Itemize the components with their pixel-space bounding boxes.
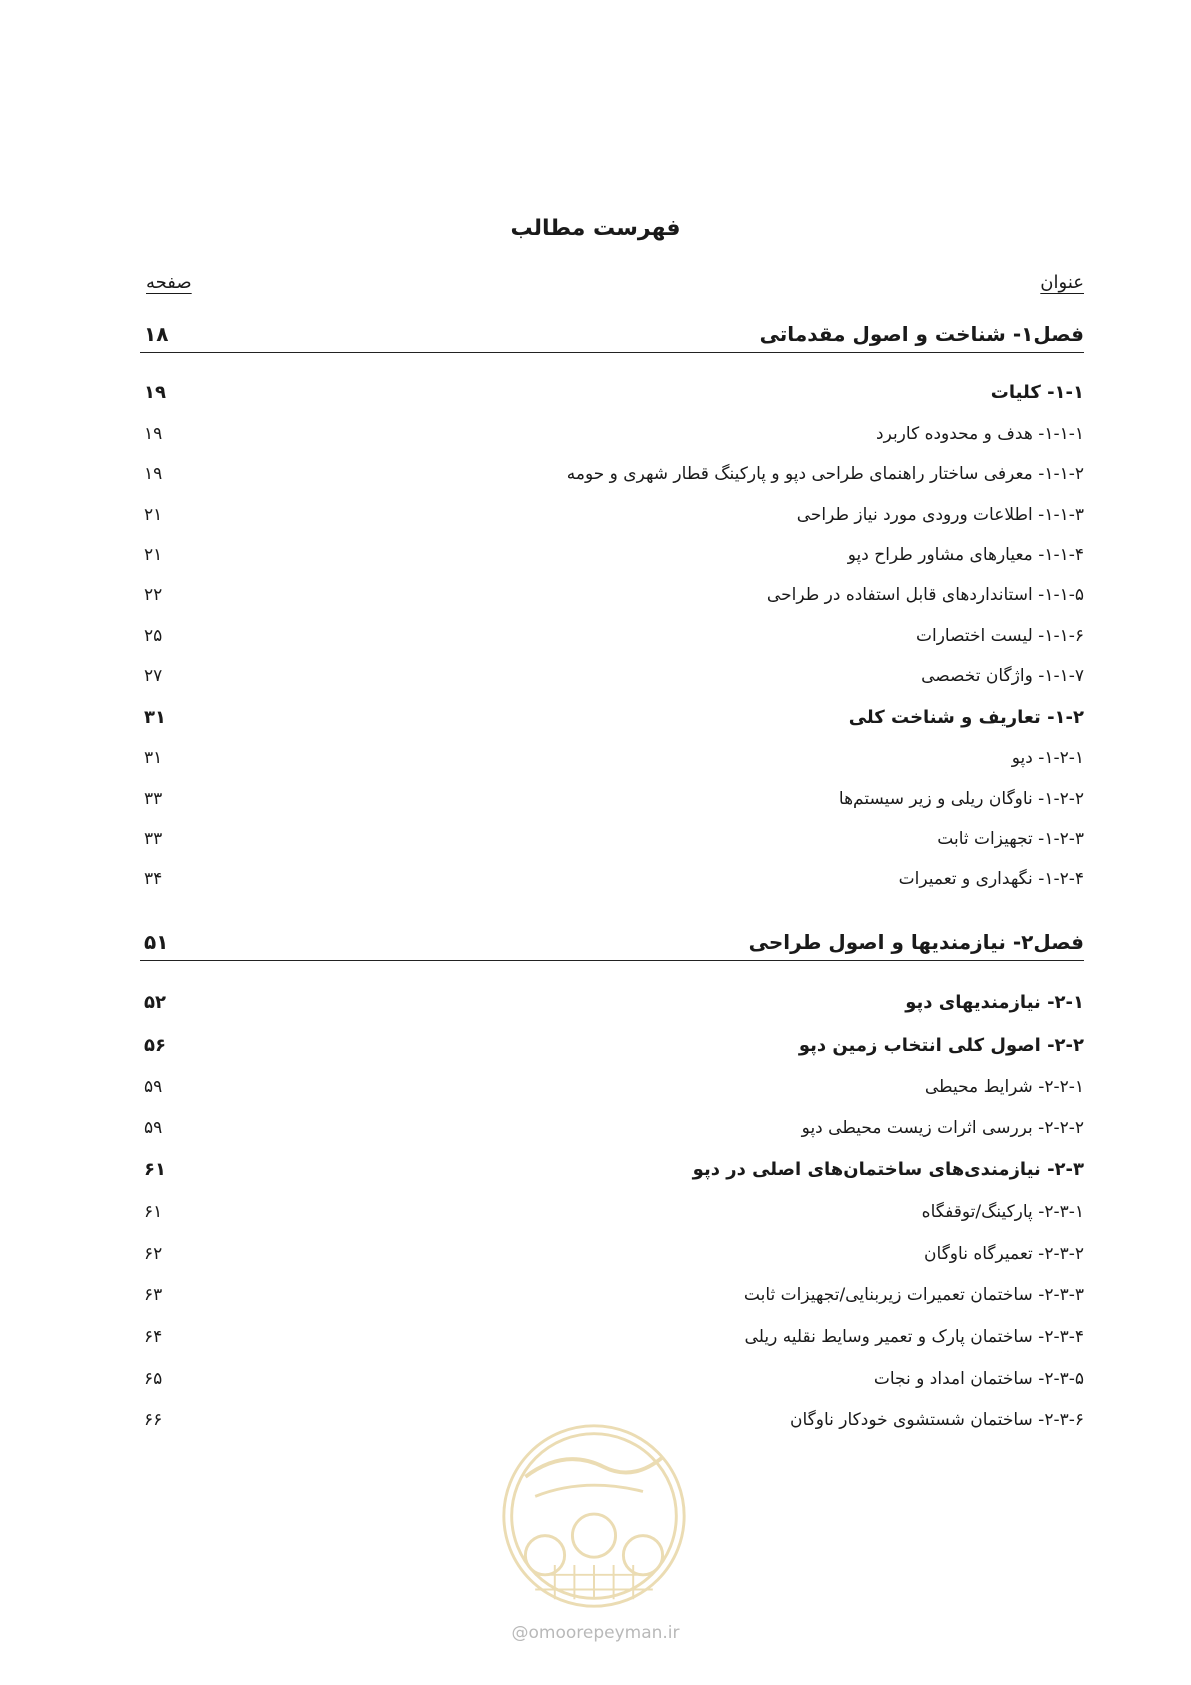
- toc-section[interactable]: [140, 1026, 1084, 1060]
- toc-subsection[interactable]: [140, 575, 1084, 609]
- toc-entry-title: فصل۱- شناخت و اصول مقدماتی: [759, 322, 1084, 346]
- toc-section[interactable]: [140, 983, 1084, 1017]
- toc-entry-title: ۱-۲-۲- ناوگان ریلی و زیر سیستم‌ها: [838, 789, 1084, 809]
- toc-subsection[interactable]: [140, 1359, 1084, 1393]
- toc-entry-page: ۶۱: [144, 1159, 166, 1180]
- watermark-logo: [496, 1418, 692, 1614]
- toc-subsection[interactable]: [140, 819, 1084, 853]
- watermark-text: @omoorepeyman.ir: [511, 1623, 680, 1643]
- toc-entry-page: ۶۶: [144, 1410, 163, 1430]
- toc-subsection[interactable]: [140, 495, 1084, 529]
- toc-subsection[interactable]: [140, 738, 1084, 772]
- toc-entry-page: ۲۷: [144, 666, 163, 686]
- toc-entry-page: ۱۸: [144, 322, 169, 346]
- column-header-title: عنوان: [1040, 272, 1084, 293]
- toc-entry-page: ۶۴: [144, 1327, 163, 1347]
- toc-subsection[interactable]: [140, 859, 1084, 893]
- toc-entry-title: ۱-۱-۵- استانداردهای قابل استفاده در طراحی: [766, 585, 1084, 605]
- toc-subsection[interactable]: [140, 454, 1084, 488]
- toc-entry-page: ۱۹: [144, 424, 163, 444]
- toc-entry-title: ۲-۲-۲- بررسی اثرات زیست محیطی دپو: [801, 1118, 1084, 1138]
- column-header-page: صفحه: [146, 272, 192, 293]
- toc-entry-page: ۲۱: [144, 505, 163, 525]
- toc-entry-page: ۱۹: [144, 382, 166, 403]
- toc-subsection[interactable]: [140, 1067, 1084, 1101]
- toc-entry-title: ۱-۱-۱- هدف و محدوده کاربرد: [876, 424, 1084, 444]
- toc-subsection[interactable]: [140, 616, 1084, 650]
- toc-subsection[interactable]: [140, 779, 1084, 813]
- toc-chapter[interactable]: [140, 312, 1084, 353]
- toc-subsection[interactable]: [140, 1234, 1084, 1268]
- toc-entry-title: ۲-۳-۱- پارکینگ/توقفگاه: [921, 1202, 1084, 1222]
- toc-entry-page: ۶۳: [144, 1285, 163, 1305]
- toc-entry-title: ۲-۲- اصول کلی انتخاب زمین دپو: [798, 1035, 1084, 1056]
- toc-section[interactable]: [140, 698, 1084, 732]
- toc-section[interactable]: [140, 1150, 1084, 1184]
- toc-entry-title: ۲-۳-۵- ساختمان امداد و نجات: [873, 1369, 1084, 1389]
- toc-entry-page: ۳۴: [144, 869, 163, 889]
- toc-entry-title: ۱-۱-۳- اطلاعات ورودی مورد نیاز طراحی: [796, 505, 1084, 525]
- toc-chapter[interactable]: [140, 920, 1084, 961]
- toc-entry-page: ۵۹: [144, 1118, 163, 1138]
- toc-entry-title: ۲-۳-۲- تعمیرگاه ناوگان: [924, 1244, 1084, 1264]
- toc-entry-title: ۱-۲-۱- دپو: [1011, 748, 1084, 768]
- toc-entry-title: ۱-۱-۷- واژگان تخصصی: [921, 666, 1084, 686]
- toc-subsection[interactable]: [140, 1317, 1084, 1351]
- page-title: فهرست مطالب: [510, 216, 681, 241]
- toc-subsection[interactable]: [140, 1108, 1084, 1142]
- toc-entry-title: ۲-۳-۶- ساختمان شستشوی خودکار ناوگان: [790, 1410, 1084, 1430]
- toc-entry-page: ۲۱: [144, 545, 163, 565]
- toc-entry-page: ۵۱: [144, 930, 169, 954]
- toc-entry-page: ۲۲: [144, 585, 163, 605]
- toc-entry-title: ۱-۱- کلیات: [990, 382, 1084, 403]
- toc-entry-page: ۵۹: [144, 1077, 163, 1097]
- toc-entry-page: ۳۳: [144, 789, 163, 809]
- toc-subsection[interactable]: [140, 535, 1084, 569]
- toc-entry-page: ۶۲: [144, 1244, 163, 1264]
- toc-entry-page: ۶۱: [144, 1202, 163, 1222]
- toc-entry-page: ۳۱: [144, 748, 163, 768]
- toc-entry-page: ۵۶: [144, 1035, 166, 1056]
- toc-entry-title: ۱-۱-۲- معرفی ساختار راهنمای طراحی دپو و پارکینگ قطار شهری و حومه: [566, 464, 1084, 484]
- toc-entry-title: ۲-۲-۱- شرایط محیطی: [924, 1077, 1084, 1097]
- toc-entry-title: ۲-۱- نیازمندیهای دپو: [905, 992, 1084, 1013]
- toc-entry-title: ۱-۲- تعاریف و شناخت کلی: [848, 707, 1084, 728]
- toc-subsection[interactable]: [140, 1275, 1084, 1309]
- toc-entry-title: ۱-۱-۴- معیارهای مشاور طراح دپو: [847, 545, 1084, 565]
- toc-entry-page: ۶۵: [144, 1369, 163, 1389]
- toc-entry-title: ۲-۳-۴- ساختمان پارک و تعمیر وسایط نقلیه ریلی: [744, 1327, 1084, 1347]
- toc-entry-title: ۱-۲-۳- تجهیزات ثابت: [937, 829, 1084, 849]
- toc-entry-title: ۲-۳-۳- ساختمان تعمیرات زیربنایی/تجهیزات ثابت: [743, 1285, 1084, 1305]
- toc-entry-title: ۲-۳- نیازمندی‌های ساختمان‌های اصلی در دپو: [692, 1159, 1084, 1180]
- toc-entry-page: ۳۱: [144, 707, 166, 728]
- toc-entry-page: ۱۹: [144, 464, 163, 484]
- toc-subsection[interactable]: [140, 414, 1084, 448]
- toc-entry-title: فصل۲- نیازمندیها و اصول طراحی: [748, 930, 1084, 954]
- toc-entry-title: ۱-۱-۶- لیست اختصارات: [915, 626, 1084, 646]
- toc-subsection[interactable]: [140, 1192, 1084, 1226]
- toc-entry-title: ۱-۲-۴- نگهداری و تعمیرات: [898, 869, 1084, 889]
- toc-subsection[interactable]: [140, 656, 1084, 690]
- toc-entry-page: ۳۳: [144, 829, 163, 849]
- toc-section[interactable]: [140, 373, 1084, 407]
- toc-entry-page: ۵۲: [144, 992, 166, 1013]
- toc-entry-page: ۲۵: [144, 626, 163, 646]
